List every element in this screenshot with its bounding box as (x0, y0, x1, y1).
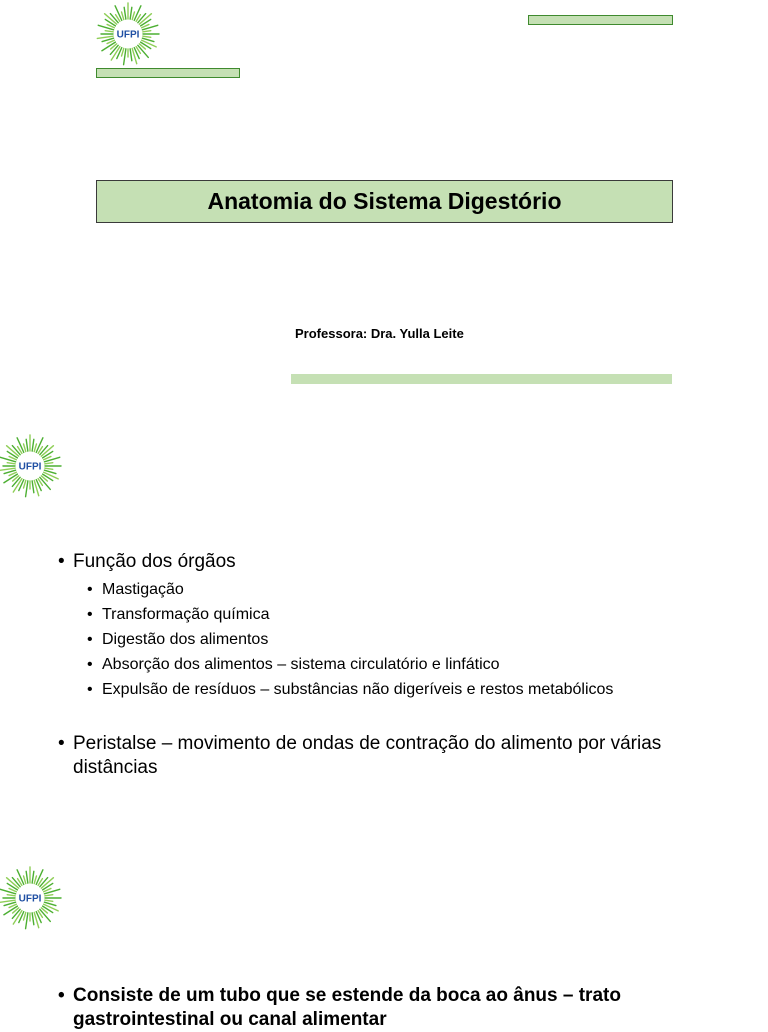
sub-bullet-item: • Mastigação (58, 577, 748, 602)
logo-ray (143, 36, 151, 37)
decorative-bar-under-logo (96, 68, 240, 78)
logo-ray (45, 900, 53, 901)
logo-ray (45, 895, 53, 896)
logo-ray (45, 463, 53, 464)
slide-subtitle: Professora: Dra. Yulla Leite (295, 326, 464, 341)
logo-ray (26, 913, 28, 929)
logo-ray (32, 913, 34, 925)
logo-ray (122, 12, 124, 20)
logo-ray (7, 895, 15, 896)
logo-ray (124, 49, 126, 65)
logo-ray (105, 31, 113, 32)
logo-ray (143, 31, 151, 32)
ufpi-logo (0, 434, 62, 498)
slide2-bullet-list (58, 550, 748, 780)
bullet-item: • Função dos órgãos (58, 550, 748, 574)
ufpi-logo (0, 866, 62, 930)
logo-ray (34, 876, 36, 884)
logo-ray (32, 871, 34, 883)
ufpi-logo (96, 2, 160, 66)
logo-ray (32, 481, 34, 493)
logo-ray (130, 49, 132, 61)
slide-title (96, 180, 673, 223)
logo-ray (24, 480, 26, 488)
logo-ray (24, 444, 26, 452)
logo-ray (0, 468, 15, 470)
logo-ray (97, 36, 113, 38)
sub-bullet-item: • Expulsão de resíduos – substâncias não digeríveis e restos metabólicos (58, 677, 748, 702)
bullet-item: • Peristalse – movimento de ondas de contração do alimento por várias distâncias (58, 732, 748, 780)
logo-ray (130, 7, 132, 19)
logo-ray (45, 468, 53, 469)
decorative-bar-under-subtitle (291, 374, 672, 384)
logo-ray (24, 876, 26, 884)
logo-ray (132, 12, 134, 20)
logo-ray (124, 7, 126, 19)
logo-ray (0, 900, 15, 902)
logo-ray (26, 871, 28, 883)
logo-ray (24, 912, 26, 920)
logo-text: UFPI (18, 893, 42, 905)
logo-ray (32, 439, 34, 451)
bullet-item: • Consiste de um tubo que se estende da boca ao ânus – trato gastrointestinal ou canal alimentar (58, 984, 658, 1032)
logo-text: UFPI (116, 29, 140, 41)
logo-ray (26, 481, 28, 497)
logo-ray (26, 439, 28, 451)
logo-text: UFPI (18, 461, 42, 473)
sub-bullet-item: • Transformação química (58, 602, 748, 627)
logo-ray (34, 444, 36, 452)
sub-bullet-item: • Absorção dos alimentos – sistema circulatório e linfático (58, 652, 748, 677)
sub-bullet-item: • Digestão dos alimentos (58, 627, 748, 652)
logo-ray (7, 463, 15, 464)
decorative-bar-top-right (528, 15, 673, 25)
slide-title-text: Anatomia do Sistema Digestório (207, 188, 562, 214)
logo-ray (122, 48, 124, 56)
slide3-bullet-list (58, 984, 658, 1032)
